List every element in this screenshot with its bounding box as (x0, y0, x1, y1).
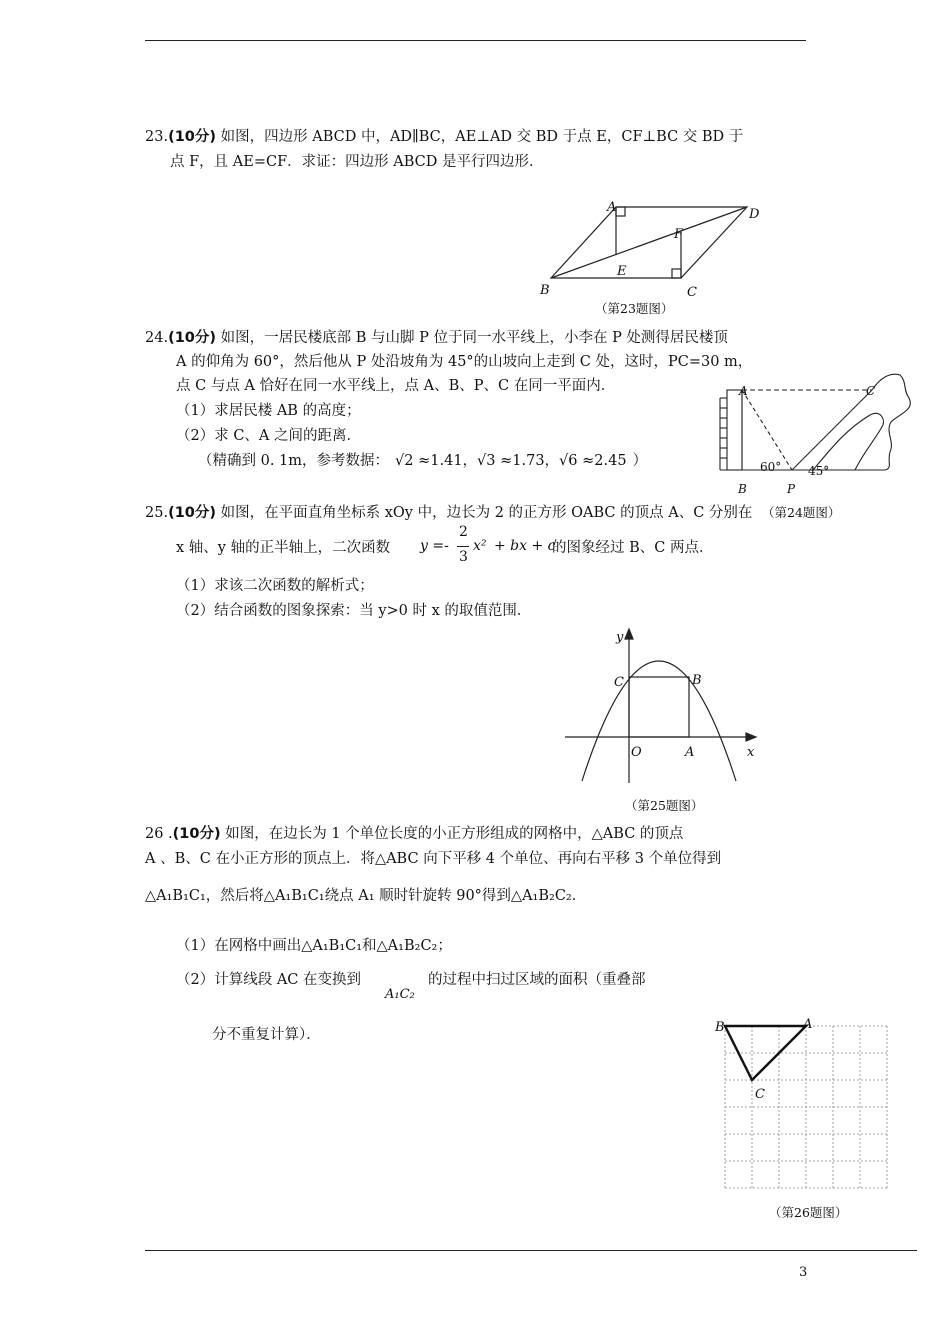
q26-score: (10分) (172, 826, 221, 842)
q23-caption: （第23题图） (595, 301, 674, 316)
q24-angle-45: 45° (808, 464, 830, 478)
q24-figure (715, 370, 915, 496)
q26-sub2-cont: 分不重复计算）． (212, 1027, 321, 1043)
q26-sub1: （1）在网格中画出△A₁B₁C₁和△A₁B₂C₂； (176, 938, 452, 954)
q25-formula-rest: + bx + c (494, 538, 556, 554)
q25-figure (560, 625, 770, 785)
q25-sub1: （1）求该二次函数的解析式； (176, 578, 374, 594)
q25-label-x: x (747, 745, 755, 760)
q23-text-1: 如图，四边形 ABCD 中，AD∥BC，AE⊥AD 交 BD 于点 E，CF⊥BC 交 BD 于 (220, 129, 744, 145)
q25-label-a: A (685, 745, 695, 760)
q24-label-p: P (787, 482, 796, 496)
q26-label-b: B (715, 1020, 725, 1035)
q24-mountain-outline (872, 374, 910, 470)
q26-sub2-seg: A₁C₂ (385, 987, 415, 1002)
q26-figure (715, 1018, 895, 1193)
q24-slope-pc (792, 390, 872, 470)
q24-note (198, 451, 647, 471)
q24-mountain-inner (813, 413, 883, 470)
q25-score: (10分) (168, 505, 216, 521)
q23-line1 (145, 127, 743, 147)
q25-label-b: B (692, 673, 702, 688)
q23-label-a: A (607, 200, 617, 215)
q23-label-e: E (617, 264, 627, 279)
bottom-rule (145, 1250, 917, 1251)
q24-line3: 点 C 与点 A 恰好在同一水平线上，点 A、B、P、C 在同一平面内． (176, 378, 616, 394)
q25-parabola (582, 661, 736, 781)
q25-formula-y: y =- (420, 538, 449, 554)
q23-figure (530, 198, 770, 308)
q23-right-angle-a (616, 207, 625, 216)
q25-label-c: C (614, 675, 624, 690)
q25-line2-pre: x 轴、y 轴的正半轴上，二次函数 (176, 540, 391, 556)
q23-diagonal-bd (551, 207, 747, 278)
q23-label-f: F (674, 227, 684, 242)
q25-y-arrow (625, 629, 633, 639)
page-number: 3 (799, 1265, 808, 1280)
q25-line1 (145, 503, 752, 523)
q25-formula-x2: x² (473, 538, 487, 554)
q23-label-c: C (687, 285, 697, 300)
q23-right-angle-c (672, 269, 681, 278)
q25-label-o: O (631, 745, 642, 760)
q24-note-suffix: ） (632, 453, 648, 469)
q26-sub2-pre: （2）计算线段 AC 在变换到 (176, 972, 362, 988)
q24-note-values: √2 ≈1.41，√3 ≈1.73，√6 ≈2.45 (395, 453, 627, 469)
q24-line2: A 的仰角为 60°，然后他从 P 处沿坡角为 45°的山坡向上走到 C 处，这时，PC=30 m， (176, 354, 753, 370)
q25-frac-den: 3 (459, 549, 468, 565)
q24-sight-line-ap (742, 390, 792, 470)
q26-line2: A 、B、C 在小正方形的顶点上．将△ABC 向下平移 4 个单位、再向右平移 3 个单位得到 (145, 851, 722, 867)
q25-frac-num: 2 (459, 524, 468, 540)
q24-label-c: C (866, 384, 876, 398)
q24-angle-60: 60° (760, 460, 782, 474)
q26-label-c: C (755, 1087, 765, 1102)
q26-text-1: 如图，在边长为 1 个单位长度的小正方形组成的网格中，△ABC 的顶点 (225, 826, 684, 842)
q24-caption: （第24题图） (762, 505, 841, 520)
q26-caption: （第26题图） (769, 1205, 848, 1220)
q24-note-prefix: （精确到 0. 1m，参考数据： (198, 453, 390, 469)
q26-grid (725, 1026, 887, 1188)
q26-line3: △A₁B₁C₁，然后将△A₁B₁C₁绕点 A₁ 顺时针旋转 90°得到△A₁B₂C₂． (145, 888, 587, 904)
q24-building (727, 390, 742, 470)
q25-number: 25. (145, 505, 169, 521)
q23-label-d: D (749, 207, 760, 222)
q25-line2-post: 的图象经过 B、C 两点． (552, 540, 714, 556)
q26-line1 (145, 824, 683, 844)
q25-square-oabc (629, 677, 689, 737)
q23-label-b: B (540, 283, 550, 298)
q23-line2: 点 F，且 AE=CF．求证：四边形 ABCD 是平行四边形． (170, 154, 544, 170)
q25-caption: （第25题图） (625, 798, 704, 813)
q24-sub1: （1）求居民楼 AB 的高度； (176, 403, 361, 419)
q26-number: 26 . (145, 826, 173, 842)
q24-text-1: 如图，一居民楼底部 B 与山脚 P 位于同一水平线上，小李在 P 处测得居民楼顶 (220, 330, 728, 346)
q23-score: (10分) (168, 129, 216, 145)
q25-text-1: 如图，在平面直角坐标系 xOy 中，边长为 2 的正方形 OABC 的顶点 A、C 分别在 (220, 505, 753, 521)
q26-sub2-post: 的过程中扫过区域的面积（重叠部 (428, 972, 646, 988)
q23-number: 23. (145, 129, 169, 145)
q24-score: (10分) (168, 330, 216, 346)
q24-label-a: A (739, 384, 748, 398)
q24-label-b: B (738, 482, 747, 496)
top-rule (145, 40, 806, 41)
q25-x-arrow (746, 733, 756, 741)
q24-sub2: （2）求 C、A 之间的距离． (176, 428, 362, 444)
q25-sub2: （2）结合函数的图象探索：当 y>0 时 x 的取值范围． (176, 603, 532, 619)
q25-label-y: y (616, 630, 624, 645)
q24-number: 24. (145, 330, 169, 346)
q26-label-a: A (803, 1017, 813, 1032)
q24-line1 (145, 328, 728, 348)
